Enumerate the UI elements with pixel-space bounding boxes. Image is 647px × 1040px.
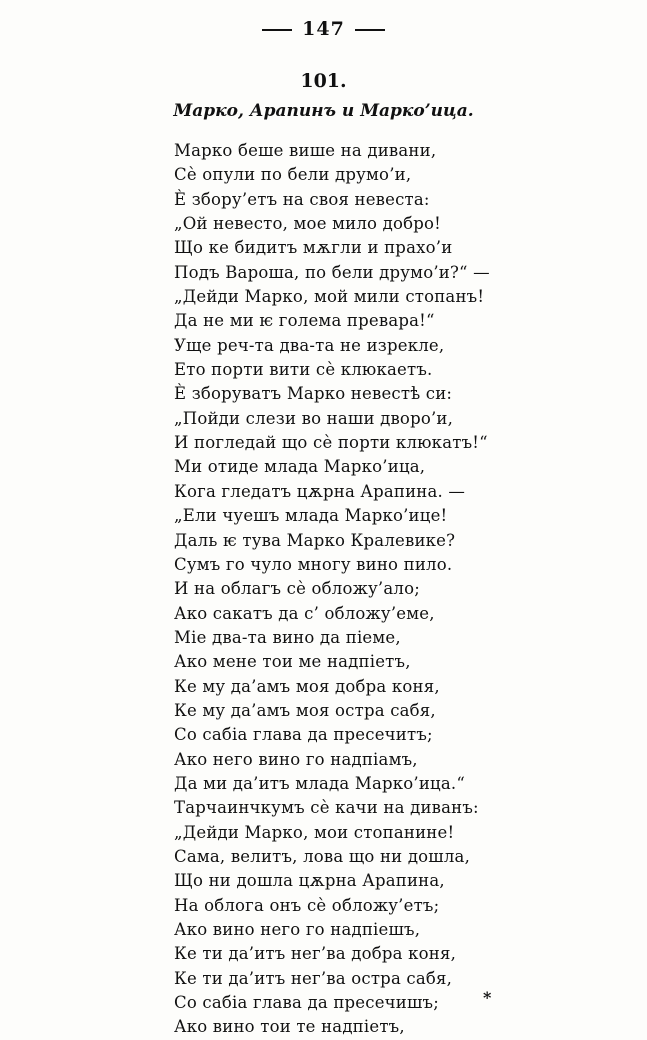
poem-line: Ке ти да’итъ нег’ва добра коня, [174, 944, 457, 964]
poem-line: Кога гледатъ цѫрна Арапина. — [174, 481, 466, 501]
header-left-dash [262, 29, 292, 31]
poem-line: Ѐ зборуватъ Марко невестѣ си: [174, 384, 453, 404]
poem-line: Що ни дошла цѫрна Арапина, [174, 871, 445, 891]
poem-line: Да ми да’итъ млада Марко’ица.“ [174, 773, 465, 793]
poem-line: „Дейди Марко, мой мили стопанъ! [174, 287, 485, 307]
header-right-dash [355, 29, 385, 31]
poem-line: Ке му да’амъ моя добра коня, [174, 676, 440, 696]
poem-line: Со сабіа глава да пресечитъ; [174, 725, 433, 745]
poem-line: „Ой невесто, мое мило добро! [174, 214, 441, 234]
poem-line: Ето порти вити сѐ клюкаетъ. [174, 360, 433, 380]
poem-line: Ако вино него го надпіешъ, [174, 920, 421, 939]
poem-title: Марко, Арапинъ и Марко’ица. [173, 101, 474, 121]
poem-line: „Пойди слези во наши дворо’и, [174, 408, 454, 428]
poem-line: Ако него вино го надпіамъ, [174, 749, 418, 769]
page-header [0, 18, 647, 40]
poem-line: Міе два-та вино да піеме, [174, 627, 401, 647]
poem-line: Сѐ опули по бели друмо’и, [174, 165, 412, 185]
poem-number: 101. [300, 70, 347, 92]
poem-line: Даль ѥ тува Марко Кралевике? [174, 530, 456, 550]
poem-line: Да не ми ѥ голема превара!“ [174, 311, 435, 331]
poem-line: И на облагъ сѐ обложу’ало; [174, 579, 420, 599]
poem-line: Ке ти да’итъ нег’ва остра сабя, [174, 968, 453, 988]
signature-mark: * [483, 988, 492, 1007]
poem-line: Тарчаинчкумъ сѐ качи на диванъ: [174, 798, 479, 818]
poem-line: „Ели чуешъ млада Марко’ице! [174, 506, 448, 526]
poem-line: Що ке бидитъ мѫгли и прахо’и [174, 238, 453, 258]
poem-line: Ако мене тои ме надпіетъ, [174, 652, 411, 672]
page-number: 147 [302, 18, 345, 40]
poem-line: Сумъ го чуло многу вино пило. [174, 554, 453, 574]
poem-line: Сама, велитъ, лова що ни дошла, [174, 846, 471, 866]
poem-line: Ѐ збору’етъ на своя невеста: [174, 189, 430, 209]
poem-line: Подъ Вароша, по бели друмо’и?“ — [174, 262, 490, 282]
poem-line: Со сабіа глава да пресечишъ; [174, 993, 439, 1013]
poem-body [174, 139, 490, 1040]
poem-line: Уще реч-та два-та не изрекле, [174, 335, 445, 355]
poem-line: На облога онъ сѐ обложу’етъ; [174, 895, 440, 915]
poem-line: Ми отиде млада Марко’ица, [174, 457, 426, 477]
poem-line: „Дейди Марко, мои стопанине! [174, 822, 455, 842]
poem-line: Ако вино тои те надпіетъ, [174, 1017, 405, 1037]
poem-line: Ако сакатъ да с’ обложу’еме, [174, 603, 435, 623]
poem-line: Марко беше више на дивани, [174, 141, 437, 160]
poem-line: Ке му да’амъ моя остра сабя, [174, 700, 436, 720]
poem-line: И погледай що сѐ порти клюкатъ!“ [174, 433, 488, 453]
